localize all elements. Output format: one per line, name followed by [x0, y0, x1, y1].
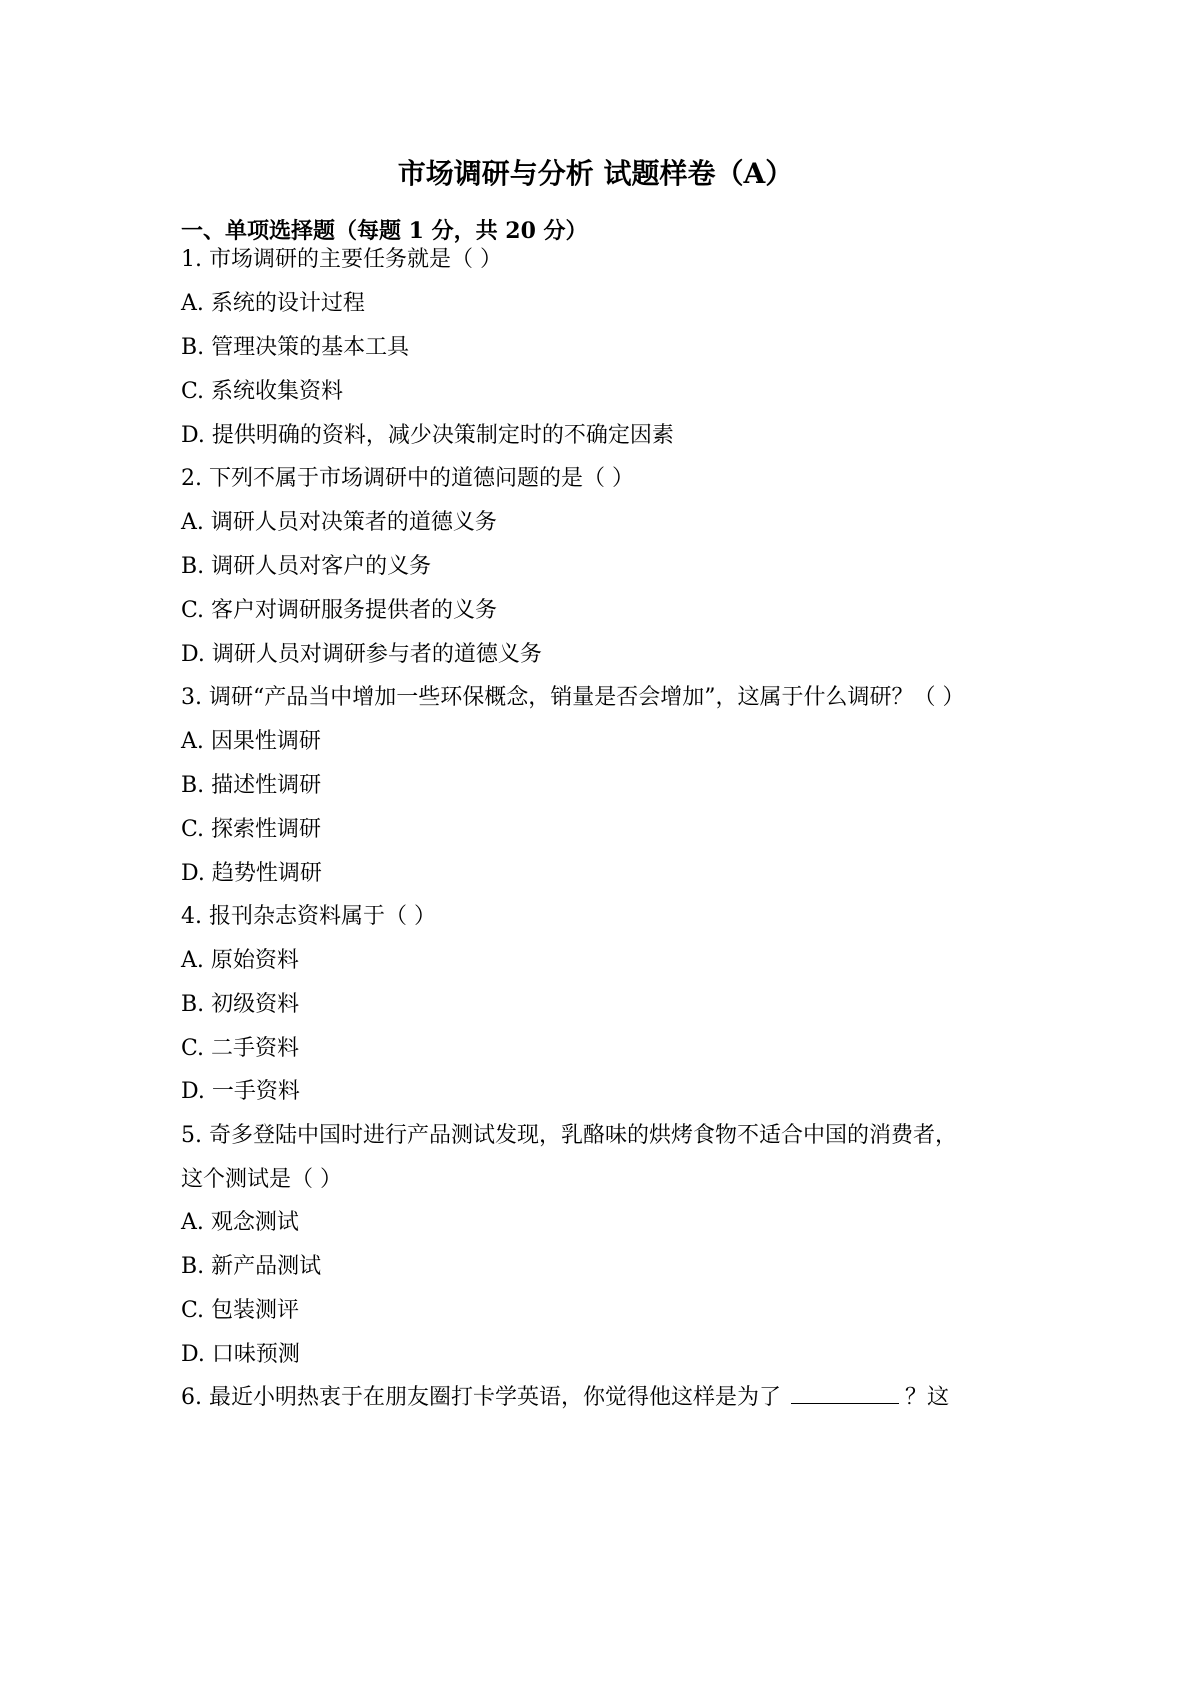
question-3-option-b: B. 描述性调研: [181, 773, 322, 798]
question-3-stem: 3. 调研“产品当中增加一些环保概念，销量是否会增加”，这属于什么调研？（ ）: [181, 685, 965, 710]
question-3-option-d: D. 趋势性调研: [181, 861, 322, 886]
question-6-stem-line: [181, 1381, 949, 1415]
question-5-option-b: B. 新产品测试: [181, 1254, 322, 1279]
question-3-option-a: A. 因果性调研: [181, 729, 321, 754]
question-2-option-b: B. 调研人员对客户的义务: [181, 554, 432, 579]
question-5-stem-continued: 这个测试是（ ）: [181, 1167, 342, 1192]
question-5-option-a: A. 观念测试: [181, 1210, 299, 1235]
question-4-option-c: C. 二手资料: [181, 1036, 300, 1061]
question-5-option-d: D. 口味预测: [181, 1342, 300, 1367]
question-5-stem: 5. 奇多登陆中国时进行产品测试发现，乳酪味的烘烤食物不适合中国的消费者，: [181, 1123, 957, 1148]
page-title: 市场调研与分析 试题样卷（A）: [397, 157, 794, 190]
question-1-option-c: C. 系统收集资料: [181, 379, 344, 404]
question-4-option-b: B. 初级资料: [181, 992, 300, 1017]
question-5-option-c: C. 包装测评: [181, 1298, 300, 1323]
question-1-option-a: A. 系统的设计过程: [181, 291, 365, 316]
question-6-stem-after-blank: ？这: [905, 1385, 950, 1410]
question-2-stem: 2. 下列不属于市场调研中的道德问题的是（ ）: [181, 466, 634, 491]
question-2-option-c: C. 客户对调研服务提供者的义务: [181, 598, 498, 623]
question-2-option-a: A. 调研人员对决策者的道德义务: [181, 510, 497, 535]
fill-in-blank: [791, 1381, 899, 1404]
section-heading: 一、单项选择题（每题 1 分，共 20 分）: [181, 218, 588, 244]
question-6-stem: 6. 最近小明热衷于在朋友圈打卡学英语，你觉得他这样是为了: [181, 1385, 781, 1410]
question-3-option-c: C. 探索性调研: [181, 817, 322, 842]
question-1-option-b: B. 管理决策的基本工具: [181, 335, 410, 360]
question-4-option-a: A. 原始资料: [181, 948, 299, 973]
question-2-option-d: D. 调研人员对调研参与者的道德义务: [181, 642, 542, 667]
question-1-stem: 1. 市场调研的主要任务就是（ ）: [181, 247, 502, 272]
question-1-option-d: D. 提供明确的资料，减少决策制定时的不确定因素: [181, 423, 674, 448]
question-4-option-d: D. 一手资料: [181, 1079, 300, 1104]
question-4-stem: 4. 报刊杂志资料属于（ ）: [181, 904, 436, 929]
